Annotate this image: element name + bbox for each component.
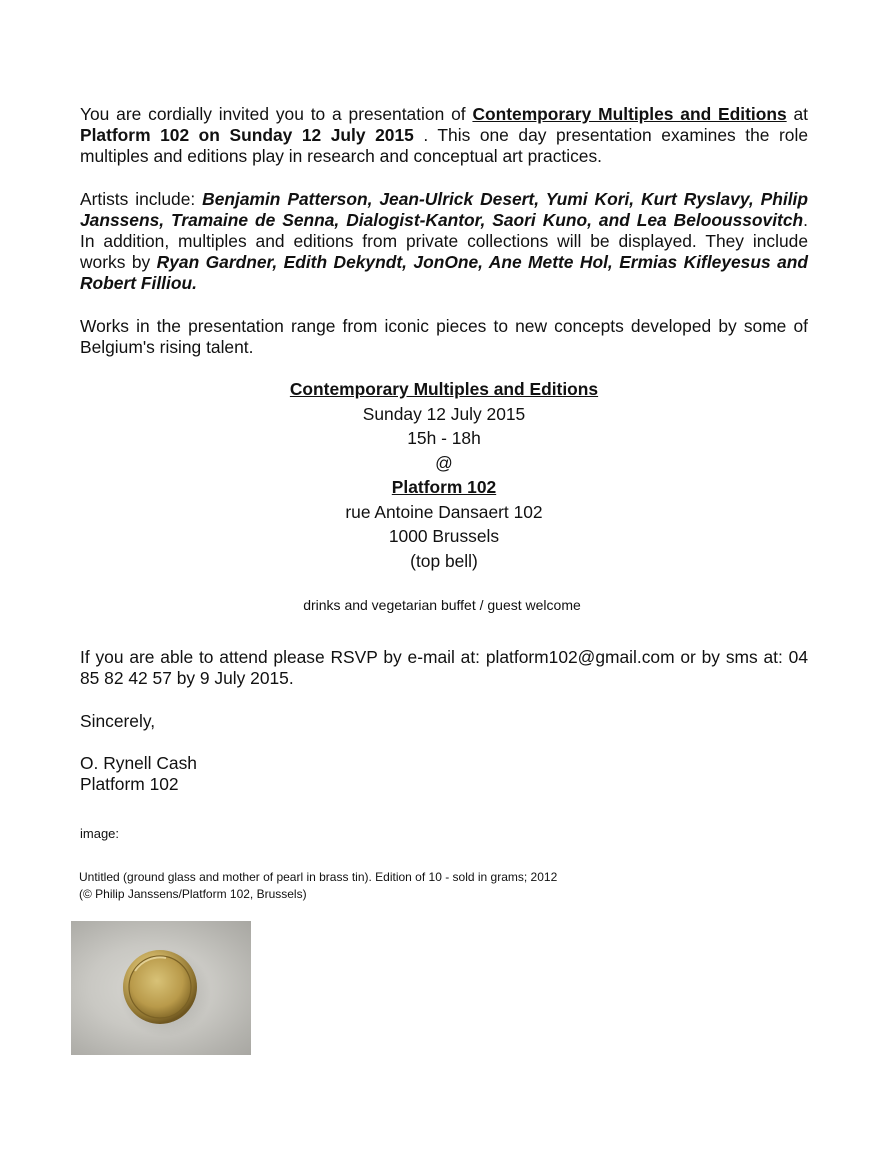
- artists-text-2: . In addition, multiples and editions from private collections will be displayed. They include works by: [80, 210, 808, 272]
- works-paragraph: Works in the presentation range from iconic pieces to new concepts developed by some of Belgium's rising talent.: [80, 316, 808, 357]
- signature-org: Platform 102: [80, 774, 179, 794]
- event-date: Sunday 12 July 2015: [362, 403, 526, 424]
- caption-line-1: Untitled (ground glass and mother of pearl in brass tin). Edition of 10 - sold in grams; 2012: [79, 870, 558, 884]
- event-city: 1000 Brussels: [388, 526, 500, 546]
- artists-paragraph: [80, 189, 808, 294]
- caption-line-2: (© Philip Janssens/Platform 102, Brussels): [79, 887, 307, 901]
- signature-name: O. Rynell Cash: [80, 753, 197, 773]
- intro-text-2: at: [786, 104, 808, 124]
- event-title: Contemporary Multiples and Editions: [289, 379, 599, 399]
- event-street: rue Antoine Dansaert 102: [345, 501, 543, 522]
- rsvp-paragraph: If you are able to attend please RSVP by e-mail at: platform102@gmail.com or by sms at: 04 85 82 42 57 by 9 July 2015.: [80, 647, 808, 688]
- artists-text-1: Artists include:: [80, 189, 203, 209]
- collection-names: Ryan Gardner, Edith Dekyndt, JonOne, Ane Mette Hol, Ermias Kifleyesus and Robert Filliou.: [80, 252, 808, 293]
- intro-title: Contemporary Multiples and Editions: [472, 104, 787, 124]
- artists-names: Benjamin Patterson, Jean-Ulrick Desert, Yumi Kori, Kurt Ryslavy, Philip Janssens, Tramaine de Senna, Dialogist-Kantor, Saori Kuno, and Lea Belooussovitch: [80, 189, 808, 230]
- event-at: @: [435, 452, 453, 473]
- event-bell: (top bell): [410, 550, 478, 571]
- event-details: [80, 377, 808, 573]
- event-venue: Platform 102: [391, 477, 497, 497]
- artwork-photo: [71, 921, 251, 1055]
- closing: Sincerely,: [80, 711, 156, 731]
- event-time: 15h - 18h: [407, 428, 481, 448]
- intro-text-3: . This one day presentation examines the role multiples and editions play in research and conceptual art practices.: [80, 125, 808, 166]
- intro-paragraph: [80, 104, 808, 167]
- refreshments-note: drinks and vegetarian buffet / guest welcome: [303, 597, 581, 613]
- brass-tin-image: [71, 921, 251, 1055]
- image-label: image:: [80, 826, 120, 841]
- intro-text-1: You are cordially invited you to a presentation of: [80, 104, 473, 124]
- intro-venue-date: Platform 102 on Sunday 12 July 2015: [80, 125, 414, 145]
